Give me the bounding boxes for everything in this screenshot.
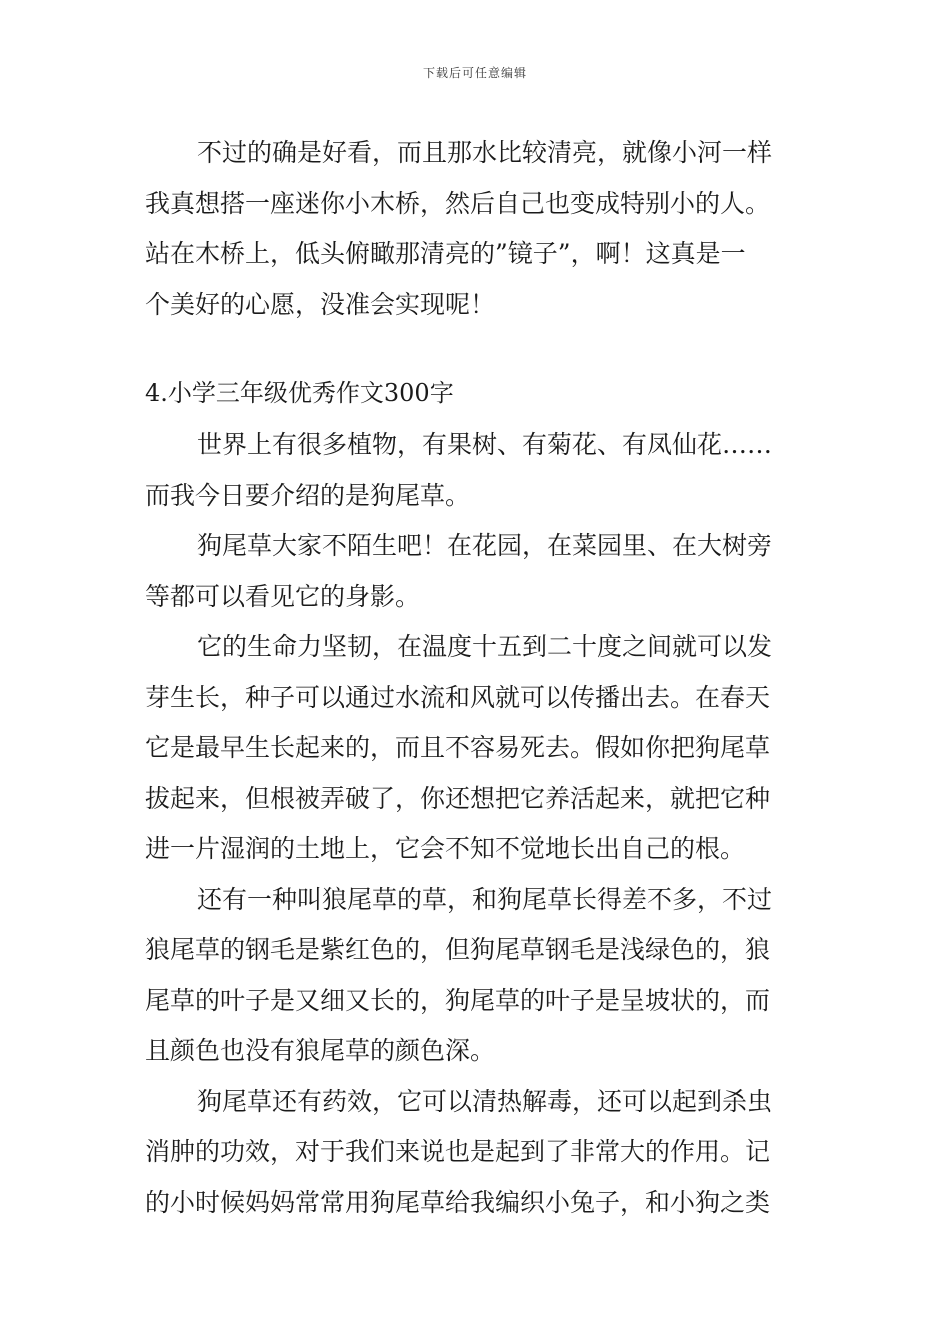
paragraph-line: 芽生长，种子可以通过水流和风就可以传播出去。在春天 [145, 682, 771, 712]
paragraph [145, 1077, 810, 1229]
paragraph [145, 521, 810, 622]
paragraph-line: 不过的确是好看，而且那水比较清亮，就像小河一样 [197, 138, 773, 167]
paragraph-line: 站在木桥上，低头俯瞰那清亮的”镜子”，啊！这真是一 [145, 239, 746, 268]
paragraph-line: 狼尾草的钢毛是紫红色的，但狗尾草钢毛是浅绿色的，狼 [145, 935, 771, 964]
paragraph-line: 世界上有很多植物，有果树、有菊花、有凤仙花…… [197, 430, 773, 459]
paragraph-line: 尾草的叶子是又细又长的，狗尾草的叶子是呈坡状的，而 [145, 985, 771, 1015]
paragraph-line: 狗尾草大家不陌生吧！在花园，在菜园里、在大树旁 [197, 531, 773, 560]
paragraph-line: 而我今日要介绍的是狗尾草。 [145, 480, 471, 510]
paragraph [145, 622, 810, 875]
paragraph-line: 个美好的心愿，没准会实现呢！ [145, 289, 496, 319]
paragraph [145, 128, 810, 330]
paragraph [145, 420, 810, 521]
paragraph [145, 875, 810, 1077]
paragraph-line: 且颜色也没有狼尾草的颜色深。 [145, 1036, 496, 1065]
section-heading: 4.小学三年级优秀作文300字 [145, 379, 454, 407]
paragraph-line: 它的生命力坚韧，在温度十五到二十度之间就可以发 [197, 632, 773, 661]
paragraph-line: 它是最早生长起来的，而且不容易死去。假如你把狗尾草 [145, 733, 771, 762]
paragraph-line: 还有一种叫狼尾草的草，和狗尾草长得差不多，不过 [197, 884, 773, 914]
paragraph-line: 等都可以看见它的身影。 [145, 581, 421, 611]
paragraph-line: 拔起来，但根被弄破了，你还想把它养活起来，就把它种 [145, 783, 771, 813]
paragraph-line: 狗尾草还有药效，它可以清热解毒，还可以起到杀虫 [197, 1086, 773, 1116]
paragraph-line: 的小时候妈妈常常用狗尾草给我编织小兔子，和小狗之类 [145, 1187, 771, 1217]
paragraph-line: 进一片湿润的土地上，它会不知不觉地长出自己的根。 [145, 834, 746, 863]
paragraph-line: 消肿的功效，对于我们来说也是起到了非常大的作用。记 [145, 1137, 771, 1166]
document-body [145, 128, 810, 1228]
section-gap [145, 330, 810, 366]
paragraph-line: 我真想搭一座迷你小木桥，然后自己也变成特别小的人。 [145, 188, 771, 218]
page-header: 下载后可任意编辑 [422, 66, 527, 80]
